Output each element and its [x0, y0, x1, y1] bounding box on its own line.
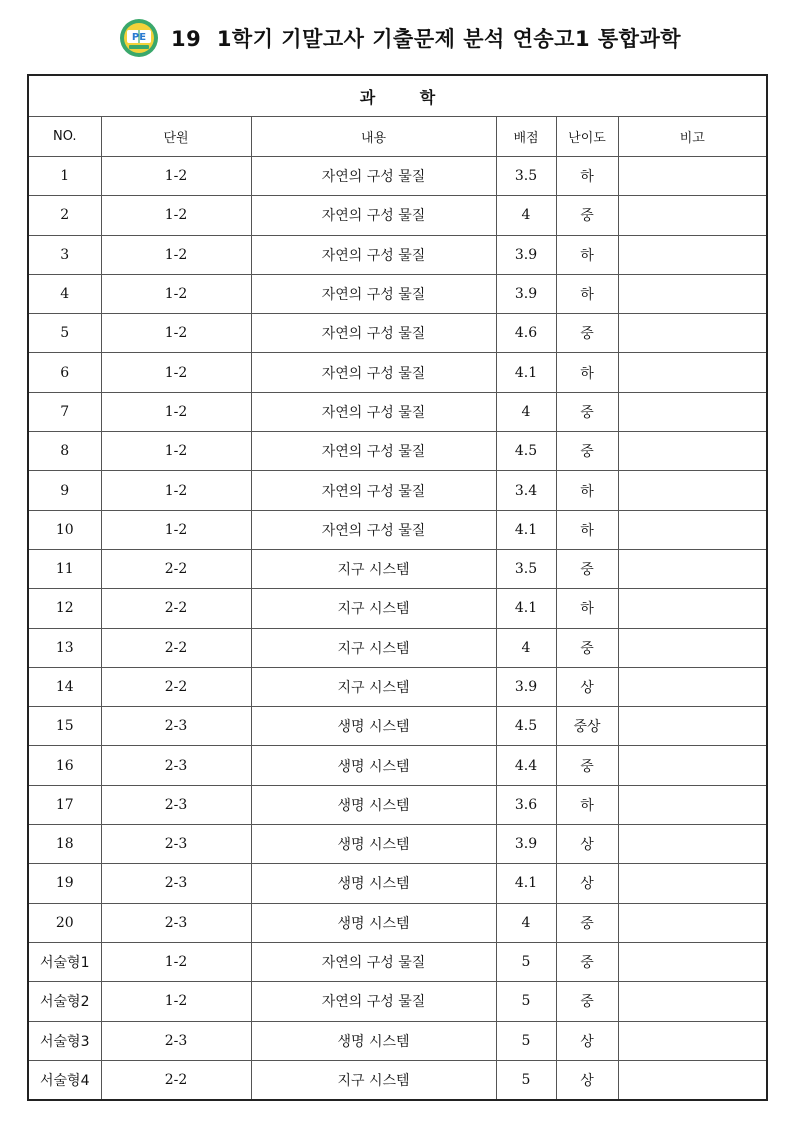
cell-no: 8	[28, 432, 101, 471]
cell-score: 4.5	[496, 707, 556, 746]
cell-level: 중	[556, 392, 618, 431]
cell-unit: 1-2	[101, 353, 251, 392]
cell-unit: 1-2	[101, 235, 251, 274]
cell-score: 4.1	[496, 864, 556, 903]
cell-no: 서술형1	[28, 942, 101, 981]
cell-score: 4.1	[496, 353, 556, 392]
cell-note	[618, 274, 767, 313]
cell-no: 2	[28, 196, 101, 235]
cell-content: 자연의 구성 물질	[251, 274, 496, 313]
cell-note	[618, 471, 767, 510]
cell-content: 지구 시스템	[251, 667, 496, 706]
table-row	[28, 196, 767, 235]
cell-unit: 2-2	[101, 628, 251, 667]
cell-level: 중	[556, 314, 618, 353]
cell-score: 5	[496, 1060, 556, 1100]
cell-content: 생명 시스템	[251, 707, 496, 746]
table-row	[28, 392, 767, 431]
cell-unit: 2-3	[101, 785, 251, 824]
cell-unit: 1-2	[101, 274, 251, 313]
cell-no: 17	[28, 785, 101, 824]
cell-no: 19	[28, 864, 101, 903]
cell-note	[618, 628, 767, 667]
cell-level: 중	[556, 903, 618, 942]
cell-level: 중	[556, 628, 618, 667]
cell-level: 중	[556, 549, 618, 588]
cell-note	[618, 864, 767, 903]
cell-score: 5	[496, 942, 556, 981]
cell-note	[618, 589, 767, 628]
cell-no: 11	[28, 549, 101, 588]
cell-note	[618, 1021, 767, 1060]
col-header-note: 비고	[618, 117, 767, 157]
table-row	[28, 942, 767, 981]
cell-note	[618, 392, 767, 431]
subject-row	[28, 75, 767, 117]
cell-content: 지구 시스템	[251, 549, 496, 588]
cell-content: 지구 시스템	[251, 628, 496, 667]
table-row	[28, 746, 767, 785]
cell-level: 하	[556, 235, 618, 274]
cell-note	[618, 353, 767, 392]
col-header-no: NO.	[28, 117, 101, 157]
table-row	[28, 864, 767, 903]
table-row	[28, 549, 767, 588]
cell-level: 상	[556, 864, 618, 903]
table-row	[28, 314, 767, 353]
cell-score: 3.9	[496, 667, 556, 706]
table-row	[28, 510, 767, 549]
cell-content: 자연의 구성 물질	[251, 982, 496, 1021]
cell-score: 4	[496, 903, 556, 942]
table-row	[28, 157, 767, 196]
cell-note	[618, 825, 767, 864]
cell-level: 하	[556, 785, 618, 824]
pe-logo-icon	[119, 18, 159, 58]
cell-content: 자연의 구성 물질	[251, 314, 496, 353]
cell-note	[618, 510, 767, 549]
table-row	[28, 707, 767, 746]
col-header-score: 배점	[496, 117, 556, 157]
cell-score: 3.9	[496, 235, 556, 274]
cell-level: 중상	[556, 707, 618, 746]
cell-unit: 2-3	[101, 746, 251, 785]
table-row	[28, 432, 767, 471]
cell-no: 10	[28, 510, 101, 549]
table-row	[28, 667, 767, 706]
cell-note	[618, 157, 767, 196]
cell-note	[618, 1060, 767, 1100]
cell-content: 자연의 구성 물질	[251, 157, 496, 196]
table-row	[28, 982, 767, 1021]
cell-no: 서술형2	[28, 982, 101, 1021]
cell-content: 생명 시스템	[251, 825, 496, 864]
cell-content: 생명 시스템	[251, 903, 496, 942]
cell-score: 4.4	[496, 746, 556, 785]
cell-level: 하	[556, 353, 618, 392]
cell-score: 5	[496, 1021, 556, 1060]
table-row	[28, 589, 767, 628]
cell-content: 지구 시스템	[251, 1060, 496, 1100]
col-header-unit: 단원	[101, 117, 251, 157]
table-row	[28, 471, 767, 510]
cell-level: 중	[556, 196, 618, 235]
cell-level: 상	[556, 825, 618, 864]
cell-level: 상	[556, 1021, 618, 1060]
cell-no: 18	[28, 825, 101, 864]
cell-unit: 1-2	[101, 942, 251, 981]
cell-score: 4.6	[496, 314, 556, 353]
cell-note	[618, 196, 767, 235]
cell-level: 중	[556, 942, 618, 981]
cell-score: 3.5	[496, 157, 556, 196]
cell-unit: 1-2	[101, 196, 251, 235]
cell-no: 서술형4	[28, 1060, 101, 1100]
exam-analysis-table	[27, 74, 768, 1101]
cell-no: 서술형3	[28, 1021, 101, 1060]
cell-no: 13	[28, 628, 101, 667]
cell-unit: 1-2	[101, 314, 251, 353]
cell-note	[618, 707, 767, 746]
cell-unit: 2-2	[101, 667, 251, 706]
cell-content: 자연의 구성 물질	[251, 432, 496, 471]
cell-unit: 2-3	[101, 707, 251, 746]
cell-content: 지구 시스템	[251, 589, 496, 628]
table-row	[28, 785, 767, 824]
logo-text: PE	[131, 32, 147, 43]
cell-no: 3	[28, 235, 101, 274]
cell-level: 중	[556, 982, 618, 1021]
page-title: 19 1학기 기말고사 기출문제 분석 연송고1 통합과학	[170, 27, 682, 51]
cell-no: 12	[28, 589, 101, 628]
cell-no: 4	[28, 274, 101, 313]
cell-content: 자연의 구성 물질	[251, 942, 496, 981]
column-header-row	[28, 117, 767, 157]
subject-title: 과 학	[28, 75, 767, 117]
cell-unit: 2-2	[101, 1060, 251, 1100]
table-row	[28, 274, 767, 313]
table-row	[28, 628, 767, 667]
cell-unit: 1-2	[101, 471, 251, 510]
cell-note	[618, 432, 767, 471]
cell-unit: 1-2	[101, 432, 251, 471]
cell-level: 상	[556, 667, 618, 706]
cell-score: 3.9	[496, 825, 556, 864]
cell-note	[618, 314, 767, 353]
cell-no: 16	[28, 746, 101, 785]
col-header-content: 내용	[251, 117, 496, 157]
cell-score: 3.9	[496, 274, 556, 313]
cell-unit: 2-3	[101, 1021, 251, 1060]
cell-level: 하	[556, 589, 618, 628]
cell-content: 생명 시스템	[251, 864, 496, 903]
cell-level: 중	[556, 746, 618, 785]
cell-note	[618, 982, 767, 1021]
cell-score: 4	[496, 196, 556, 235]
cell-unit: 1-2	[101, 157, 251, 196]
cell-level: 하	[556, 274, 618, 313]
page-header	[0, 14, 800, 62]
cell-score: 4.1	[496, 510, 556, 549]
cell-score: 4.1	[496, 589, 556, 628]
cell-unit: 2-3	[101, 864, 251, 903]
table-row	[28, 235, 767, 274]
table-row	[28, 903, 767, 942]
cell-unit: 2-3	[101, 903, 251, 942]
cell-content: 자연의 구성 물질	[251, 353, 496, 392]
cell-no: 6	[28, 353, 101, 392]
cell-note	[618, 667, 767, 706]
cell-note	[618, 235, 767, 274]
col-header-level: 난이도	[556, 117, 618, 157]
cell-content: 자연의 구성 물질	[251, 392, 496, 431]
cell-note	[618, 942, 767, 981]
cell-level: 중	[556, 432, 618, 471]
cell-no: 1	[28, 157, 101, 196]
cell-content: 자연의 구성 물질	[251, 196, 496, 235]
cell-score: 4	[496, 392, 556, 431]
cell-level: 상	[556, 1060, 618, 1100]
table-row	[28, 1021, 767, 1060]
cell-content: 생명 시스템	[251, 746, 496, 785]
cell-unit: 1-2	[101, 392, 251, 431]
cell-unit: 1-2	[101, 510, 251, 549]
cell-note	[618, 903, 767, 942]
cell-level: 하	[556, 157, 618, 196]
cell-no: 14	[28, 667, 101, 706]
cell-score: 5	[496, 982, 556, 1021]
cell-score: 4	[496, 628, 556, 667]
cell-content: 자연의 구성 물질	[251, 471, 496, 510]
cell-no: 5	[28, 314, 101, 353]
cell-no: 15	[28, 707, 101, 746]
cell-note	[618, 785, 767, 824]
table-row	[28, 1060, 767, 1100]
cell-note	[618, 746, 767, 785]
cell-unit: 1-2	[101, 982, 251, 1021]
cell-content: 자연의 구성 물질	[251, 510, 496, 549]
cell-unit: 2-3	[101, 825, 251, 864]
cell-content: 생명 시스템	[251, 785, 496, 824]
cell-unit: 2-2	[101, 549, 251, 588]
cell-level: 하	[556, 471, 618, 510]
cell-score: 3.4	[496, 471, 556, 510]
cell-content: 자연의 구성 물질	[251, 235, 496, 274]
cell-score: 3.6	[496, 785, 556, 824]
cell-level: 하	[556, 510, 618, 549]
cell-no: 7	[28, 392, 101, 431]
cell-content: 생명 시스템	[251, 1021, 496, 1060]
table-row	[28, 353, 767, 392]
cell-note	[618, 549, 767, 588]
cell-no: 9	[28, 471, 101, 510]
cell-no: 20	[28, 903, 101, 942]
cell-score: 3.5	[496, 549, 556, 588]
table-row	[28, 825, 767, 864]
cell-unit: 2-2	[101, 589, 251, 628]
cell-score: 4.5	[496, 432, 556, 471]
